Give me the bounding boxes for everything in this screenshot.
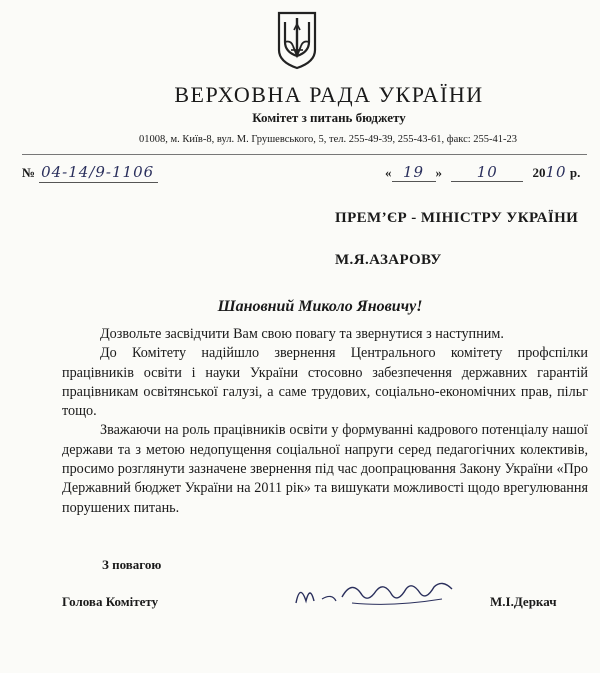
date-month: 10 xyxy=(451,163,523,182)
committee-address: 01008, м. Київ-8, вул. М. Грушевського, 5, тел. 255-49-39, 255-43-61, факс: 255-41-23 xyxy=(138,134,518,145)
date-day: 19 xyxy=(392,163,436,182)
outgoing-number xyxy=(22,163,158,183)
body-paragraph: Дозвольте засвідчити Вам свою повагу та звернутися з наступним. xyxy=(100,326,504,342)
signer-title: Голова Комітету xyxy=(62,594,159,609)
organization-title: ВЕРХОВНА РАДА УКРАЇНИ xyxy=(174,82,484,107)
closing-regards: З повагою xyxy=(102,557,162,572)
trident-emblem-icon xyxy=(276,10,318,70)
handwritten-signature xyxy=(292,573,462,613)
letter-body xyxy=(62,325,588,518)
date-year-suffix: 10 xyxy=(545,163,567,181)
date-quote: » xyxy=(435,165,442,180)
date-quote: « xyxy=(385,165,392,180)
body-paragraph: До Комітету надійшло звернення Центрального комітету профспілки працівників освіти і науки України стосовно забезпечення державних гарантій працівникам освітянської галузі, а саме трудових, соціально-економічних прав, пільг тощо. xyxy=(62,345,588,420)
recipient-name: М.Я.АЗАРОВУ xyxy=(335,252,442,268)
year-abbrev: р. xyxy=(569,165,581,180)
date-year-prefix: 20 xyxy=(532,165,546,180)
committee-name: Комітет з питань бюджету xyxy=(252,110,406,125)
number-value: 04-14/9-1106 xyxy=(39,163,158,183)
letter-date xyxy=(385,163,580,182)
header-divider xyxy=(22,154,587,155)
recipient-title: ПРЕМ’ЄР - МІНІСТРУ УКРАЇНИ xyxy=(335,210,579,226)
salutation: Шановний Миколо Яновичу! xyxy=(217,298,423,315)
body-paragraph: Зважаючи на роль працівників освіти у формуванні кадрового потенціалу нашої держави та з метою недопущення соціальної напруги серед педагогічних колективів, просимо розглянути зазначене звернення під час доопрацювання Закону України «Про Державний бюджет України на 2011 рік» та вишукати можливості щодо врегулювання порушених питань. xyxy=(62,422,588,516)
number-label: № xyxy=(22,165,36,180)
signer-name: М.І.Деркач xyxy=(490,594,557,609)
